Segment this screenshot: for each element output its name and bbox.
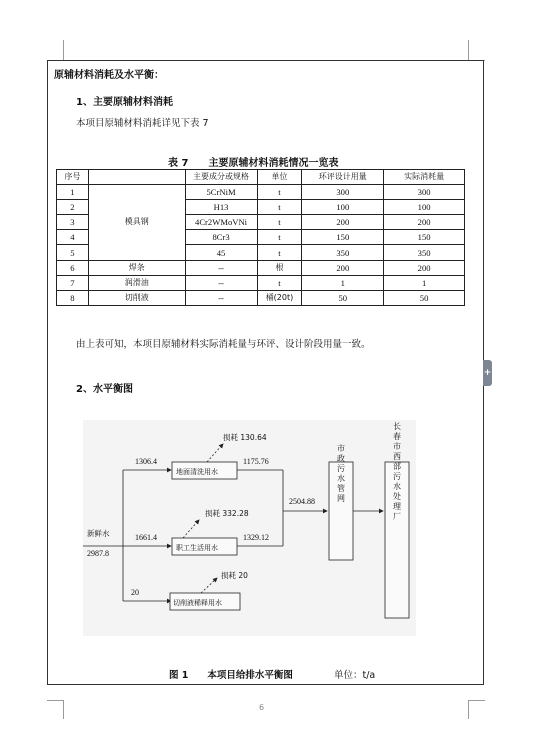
table-caption: 表 7 主要原辅材料消耗情况一览表: [168, 158, 339, 169]
spec-cell: --: [185, 260, 257, 275]
spec-cell: 4Cr2WMoVNi: [185, 215, 257, 230]
loss-arrow-1: [207, 444, 223, 462]
actual-cell: 50: [384, 290, 465, 305]
name-cell: 切削液: [88, 290, 185, 305]
page-number: 6: [259, 703, 265, 712]
section-heading: 原辅材料消耗及水平衡：: [54, 70, 164, 81]
branch-2-in-value: 1661.4: [135, 533, 157, 542]
pipe-box-label: 市政污水管网: [336, 444, 346, 504]
header-cell: 单位: [257, 170, 302, 185]
actual-cell: 150: [384, 230, 465, 245]
loss-arrow-3: [201, 578, 217, 593]
unit-cell: t: [257, 185, 302, 200]
source-label: 新鲜水: [87, 529, 110, 538]
row-number: 1: [57, 185, 89, 200]
branch-3-box-label: 切削液稀释用水: [173, 599, 222, 607]
spec-cell: 45: [185, 245, 257, 260]
design-cell: 100: [302, 200, 384, 215]
table-row: [57, 275, 465, 290]
branch-3-loss: 损耗 20: [221, 571, 248, 580]
header-cell: 环评设计用量: [302, 170, 384, 185]
header-cell: 序号: [57, 170, 89, 185]
materials-table: [56, 169, 465, 306]
design-cell: 300: [302, 185, 384, 200]
name-cell: 焊条: [88, 260, 185, 275]
actual-cell: 200: [384, 215, 465, 230]
spec-cell: H13: [185, 200, 257, 215]
branch-2-out-value: 1329.12: [243, 533, 269, 542]
name-cell: 润滑油: [88, 275, 185, 290]
unit-cell: t: [257, 200, 302, 215]
row-number: 4: [57, 230, 89, 245]
branch-1-box-label: 地面清洗用水: [176, 468, 218, 476]
actual-cell: 350: [384, 245, 465, 260]
design-cell: 150: [302, 230, 384, 245]
unit-cell: t: [257, 245, 302, 260]
row-number: 5: [57, 245, 89, 260]
header-cell: 主要成分或规格: [185, 170, 257, 185]
table-row: [57, 260, 465, 275]
design-cell: 1: [302, 275, 384, 290]
subsection-title-water-balance: 2、水平衡图: [76, 384, 133, 395]
source-value: 2987.8: [87, 549, 109, 558]
spec-cell: 5CrNiM: [185, 185, 257, 200]
branch-1-in-value: 1306.4: [135, 457, 157, 466]
row-number: 7: [57, 275, 89, 290]
unit-cell: 根: [257, 260, 302, 275]
design-cell: 200: [302, 260, 384, 275]
unit-cell: 桶(20t): [257, 290, 302, 305]
table-row: [57, 185, 465, 200]
merged-value: 2504.88: [289, 497, 315, 506]
table-header-row: [57, 170, 465, 185]
group-label-cell: 模具钢: [88, 185, 185, 260]
crop-mark-bottom-left: [47, 700, 64, 719]
design-cell: 350: [302, 245, 384, 260]
unit-cell: t: [257, 215, 302, 230]
plus-icon: +: [483, 368, 492, 378]
actual-cell: 300: [384, 185, 465, 200]
row-number: 3: [57, 215, 89, 230]
actual-cell: 200: [384, 260, 465, 275]
loss-arrow-2: [183, 520, 199, 538]
branch-2-loss: 损耗 332.28: [205, 509, 249, 518]
branch-3-in-value: 20: [131, 588, 139, 597]
branch-2-box-label: 职工生活用水: [176, 544, 218, 552]
expand-panel-button[interactable]: [483, 360, 492, 386]
water-balance-diagram: [83, 420, 416, 636]
spec-cell: 8Cr3: [185, 230, 257, 245]
header-cell: [88, 170, 185, 185]
actual-cell: 1: [384, 275, 465, 290]
spec-cell: --: [185, 275, 257, 290]
figure-caption: 图 1 本项目给排水平衡图: [169, 670, 293, 681]
design-cell: 200: [302, 215, 384, 230]
subsection-title-materials: 1、主要原辅材料消耗: [76, 97, 173, 108]
header-cell: 实际消耗量: [384, 170, 465, 185]
crop-mark-bottom-right: [468, 700, 485, 719]
table-row: [57, 290, 465, 305]
row-number: 8: [57, 290, 89, 305]
figure-unit: 单位：t/a: [334, 670, 376, 681]
conclusion-text: 由上表可知，本项目原辅材料实际消耗量与环评、设计阶段用量一致。: [76, 339, 371, 350]
design-cell: 50: [302, 290, 384, 305]
unit-cell: t: [257, 230, 302, 245]
row-number: 2: [57, 200, 89, 215]
spec-cell: --: [185, 290, 257, 305]
actual-cell: 100: [384, 200, 465, 215]
materials-intro: 本项目原辅材料消耗详见下表 7: [76, 118, 209, 129]
row-number: 6: [57, 260, 89, 275]
crop-mark-top-left: [47, 40, 64, 61]
crop-mark-top-right: [468, 40, 485, 61]
plant-box-label: 长春市西部污水处理厂: [392, 422, 402, 522]
branch-1-out-value: 1175.76: [243, 457, 269, 466]
branch-1-loss: 损耗 130.64: [223, 433, 267, 442]
unit-cell: t: [257, 275, 302, 290]
